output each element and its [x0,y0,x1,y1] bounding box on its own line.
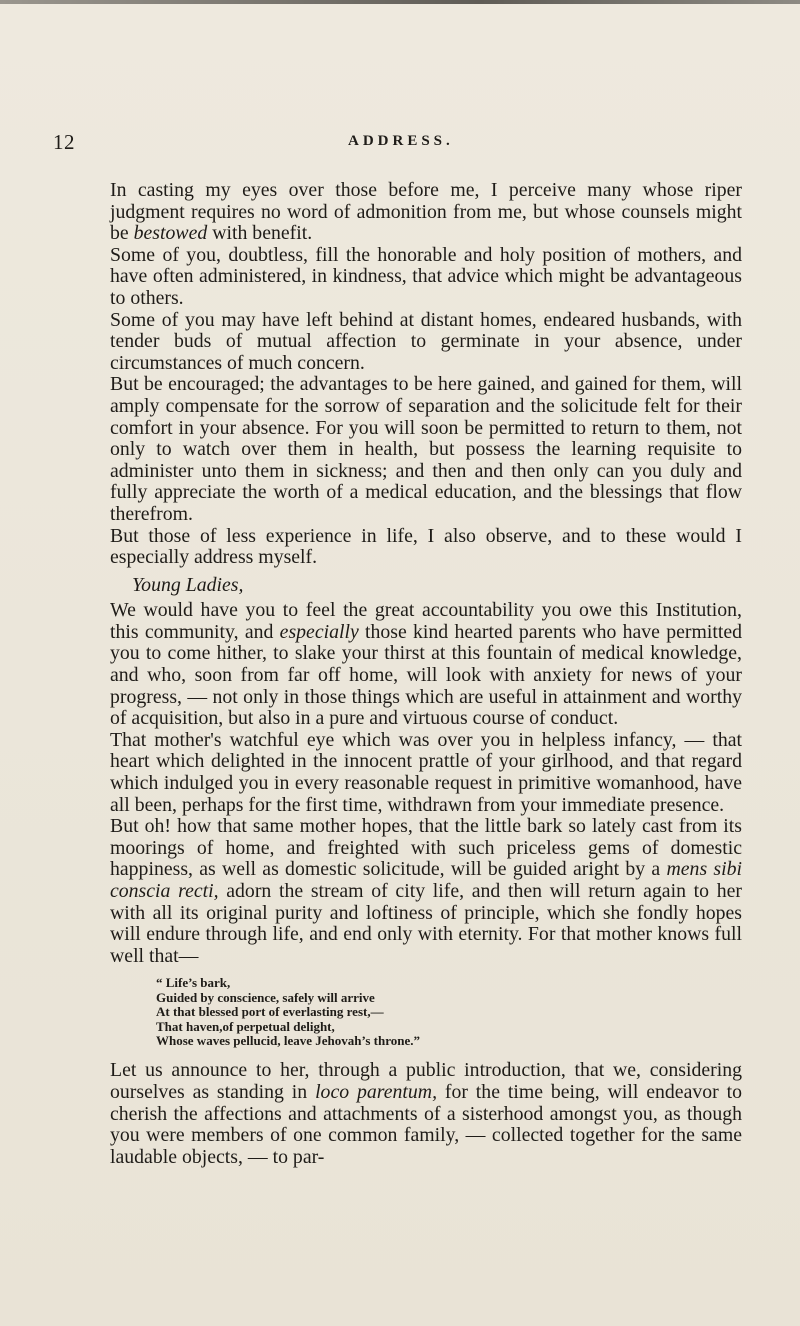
poem-line: At that blessed port of everlasting rest,— [156,1004,384,1020]
paragraph-2: Some of you, doubtless, fill the honorable and holy position of mothers, and have often administered, in kindness, that advice which might be advantageous to others. [110,243,742,309]
paragraph-8-text-b: adorn the stream of city life, and then will return again to her with all its original purity and loftiness of principle, which she fondly hopes will endure through life, and end only with eternity. For that mother knows full well that— [110,880,742,967]
paragraph-8-text-a: But oh! how that same mother hopes, that the little bark so lately cast from its moorings of home, and freighted with such priceless gems of domestic happiness, as well as domestic solicitude, will be guided aright by a [110,815,742,881]
top-edge-rule [0,0,800,4]
paragraph-6-text-a: We would have you to feel the great accountability you owe this Institution, this community, and [110,599,742,643]
paragraph-6-text-b: those kind hearted parents who have permitted you to come hither, to slake your thirst at this fountain of medical knowledge, and who, soon from far off home, will look with anxiety for news of your progress, — not only in those things which are useful in attainment and worthy of acquisition, but also in a pure and virtuous course of conduct. [110,620,742,730]
paragraph-7: That mother's watchful eye which was over you in helpless infancy, — that heart which delighted in the innocent prattle of your girlhood, and that regard which indulged you in every reasonable request in primitive womanhood, have all been, perhaps for the first time, withdrawn from your immediate presence. [110,728,742,816]
paragraph-5: But those of less experience in life, I also observe, and to these would I especially address myself. [110,524,742,569]
paragraph-9-text-b: for the time being, will endeavor to cherish the affections and attachments of a sisterhood amongst you, as though you were members of one common family, — collected together for the same laudable objects, — to par- [110,1081,742,1168]
paragraph-1 [110,180,742,245]
paragraph-6-emphasis: especially [279,620,359,643]
poem-line: Guided by conscience, safely will arrive [156,989,375,1005]
poem-line: That haven,of perpetual delight, [156,1018,335,1034]
poem-line: Whose waves pellucid, leave Jehovah’s throne.” [156,1033,420,1048]
paragraph-9 [110,1060,742,1168]
paragraph-4: But be encouraged; the advantages to be here gained, and gained for them, will amply compensate for the sorrow of separation and the solicitude felt for their comfort in your absence. For you will soon be permitted to return to them, not only to watch over them in health, but possess the learning requisite to administer unto them in sickness; and then and then only can you duly and fully appreciate the worth of a medical education, and the blessings that flow therefrom. [110,373,742,525]
poem-line: “ Life’s bark, [156,975,231,991]
paragraph-9-emphasis: loco parentum, [315,1081,438,1103]
paragraph-8-emphasis: mens sibi conscia recti, [110,858,742,902]
body-text [110,180,742,1168]
paragraph-1-text-b: with benefit. [207,222,313,245]
running-title: ADDRESS. [348,133,454,149]
paragraph-6 [110,600,742,730]
paragraph-8 [110,816,742,967]
page-number: 12 [53,130,75,154]
paragraph-1-text-a: In casting my eyes over those before me, I perceive many whose riper judgment requires no word of admonition from me, but whose counsels might be [110,179,742,245]
paragraph-9-text-a: Let us announce to her, through a public introduction, that we, considering ourselves as standing in [110,1059,742,1103]
running-head [53,130,753,160]
salutation: Young Ladies, [132,573,244,596]
poem-quotation [156,976,742,1048]
paragraph-3: Some of you may have left behind at distant homes, endeared husbands, with tender buds of mutual affection to germinate in your absence, under circumstances of much concern. [110,308,742,374]
paragraph-1-emphasis: bestowed [133,222,208,245]
